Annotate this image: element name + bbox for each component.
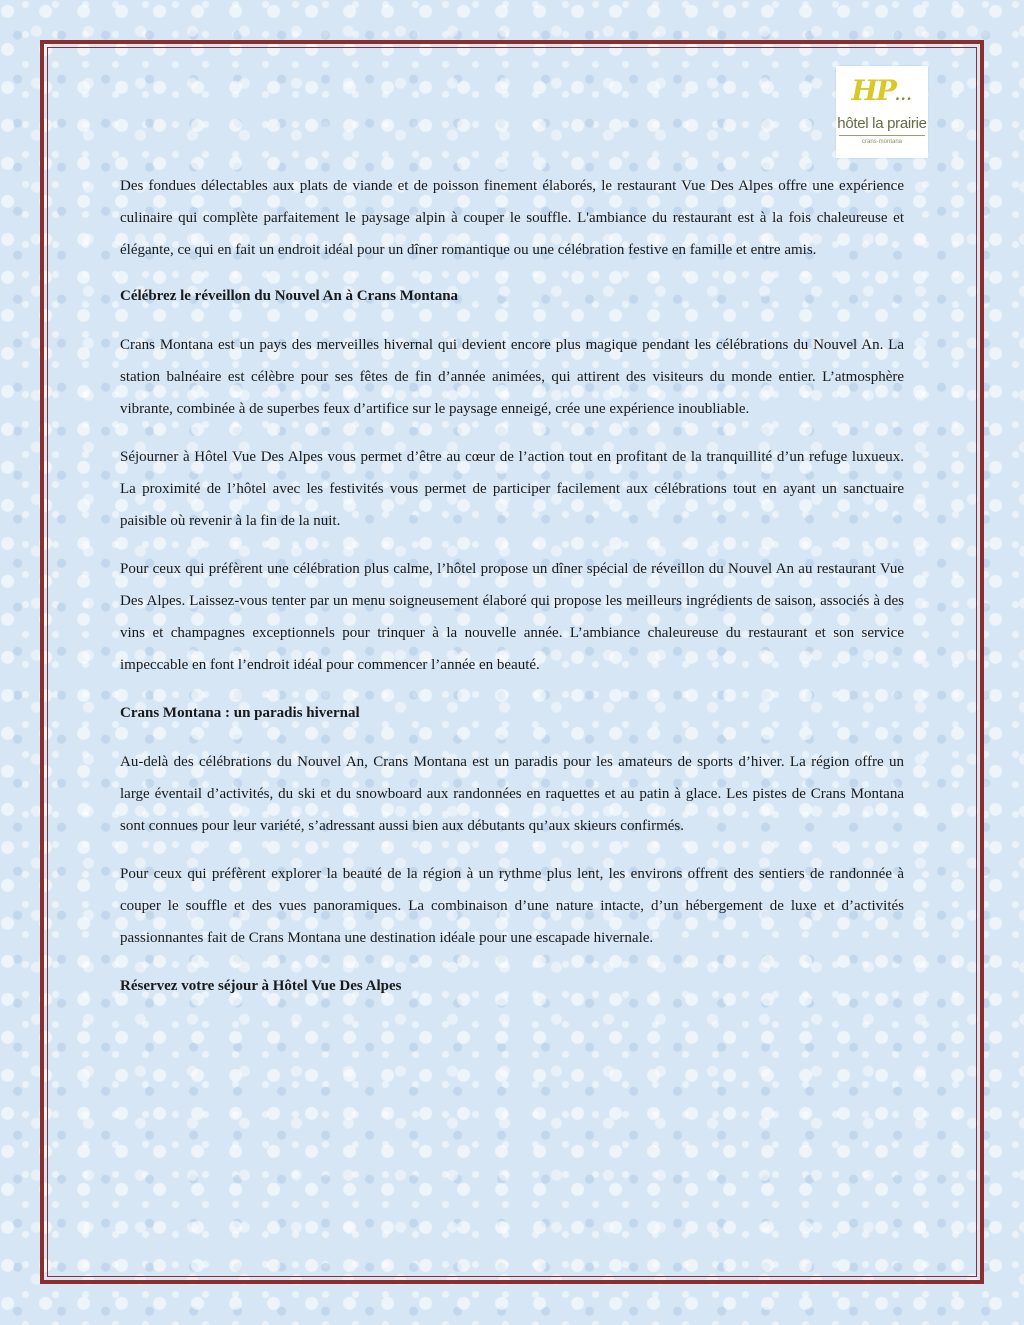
heading-new-year: Célébrez le réveillon du Nouvel An à Crans Montana	[120, 288, 459, 304]
paragraph-winter-sports: Au-delà des célébrations du Nouvel An, Crans Montana est un paradis pour les amateurs de sports d’hiver. La région offre un large éventail d’activités, du ski et du snowboard aux randonnées en raquettes et au patin à glace. Les pistes de Crans Montana sont connues pour leur variété, s’adressant aussi bien aux débutants qu’aux skieurs confirmés.	[120, 754, 904, 834]
logo-monogram-dots: ...	[894, 88, 913, 104]
heading-book-stay: Réservez votre séjour à Hôtel Vue Des Alpes	[120, 978, 402, 994]
heading-winter-paradise: Crans Montana : un paradis hivernal	[120, 705, 360, 721]
hotel-logo	[836, 66, 928, 158]
logo-monogram	[836, 72, 928, 115]
logo-location: crans-montana	[861, 139, 903, 145]
logo-monogram-letters: HP	[851, 74, 895, 107]
paragraph-restaurant: Des fondues délectables aux plats de viande et de poisson finement élaborés, le restaurant Vue Des Alpes offre une expérience culinaire qui complète parfaitement le paysage alpin à couper le souffle. L'ambiance du restaurant est à la fois chaleureuse et élégante, ce qui en fait un endroit idéal pour un dîner romantique ou une célébration festive en famille et entre amis.	[120, 178, 904, 258]
paragraph-new-year-dinner: Pour ceux qui préfèrent une célébration plus calme, l’hôtel propose un dîner spécial de réveillon du Nouvel An au restaurant Vue Des Alpes. Laissez-vous tenter par un menu soigneusement élaboré qui propose les meilleurs ingrédients de saison, associés à des vins et champagnes exceptionnels pour trinquer à la nouvelle année. L’ambiance chaleureuse du restaurant et son service impeccable en font l’endroit idéal pour commencer l’année en beauté.	[120, 561, 904, 673]
paragraph-crans-montana-new-year: Crans Montana est un pays des merveilles hivernal qui devient encore plus magique pendant les célébrations du Nouvel An. La station balnéaire est célèbre pour ses fêtes de fin d’année animées, qui attirent des visiteurs du monde entier. L’atmosphère vibrante, combinée à de superbes feux d’artifice sur le paysage enneigé, crée une expérience inoubliable.	[120, 337, 904, 417]
logo-divider	[839, 135, 925, 136]
paragraph-explore-region: Pour ceux qui préfèrent explorer la beauté de la région à un rythme plus lent, les environs offrent des sentiers de randonnée à couper le souffle et des vues panoramiques. La combinaison d’une nature intacte, d’un hébergement de luxe et d’activités passionnantes fait de Crans Montana une destination idéale pour une escapade hivernale.	[120, 866, 904, 946]
paragraph-stay-hotel: Séjourner à Hôtel Vue Des Alpes vous permet d’être au cœur de l’action tout en profitant de la tranquillité d’un refuge luxueux. La proximité de l’hôtel avec les festivités vous permet de participer facilement aux célébrations tout en ayant un sanctuaire paisible où revenir à la fin de la nuit.	[120, 449, 904, 529]
logo-hotel-name: hôtel la prairie	[837, 115, 927, 132]
article-body	[120, 170, 904, 1019]
